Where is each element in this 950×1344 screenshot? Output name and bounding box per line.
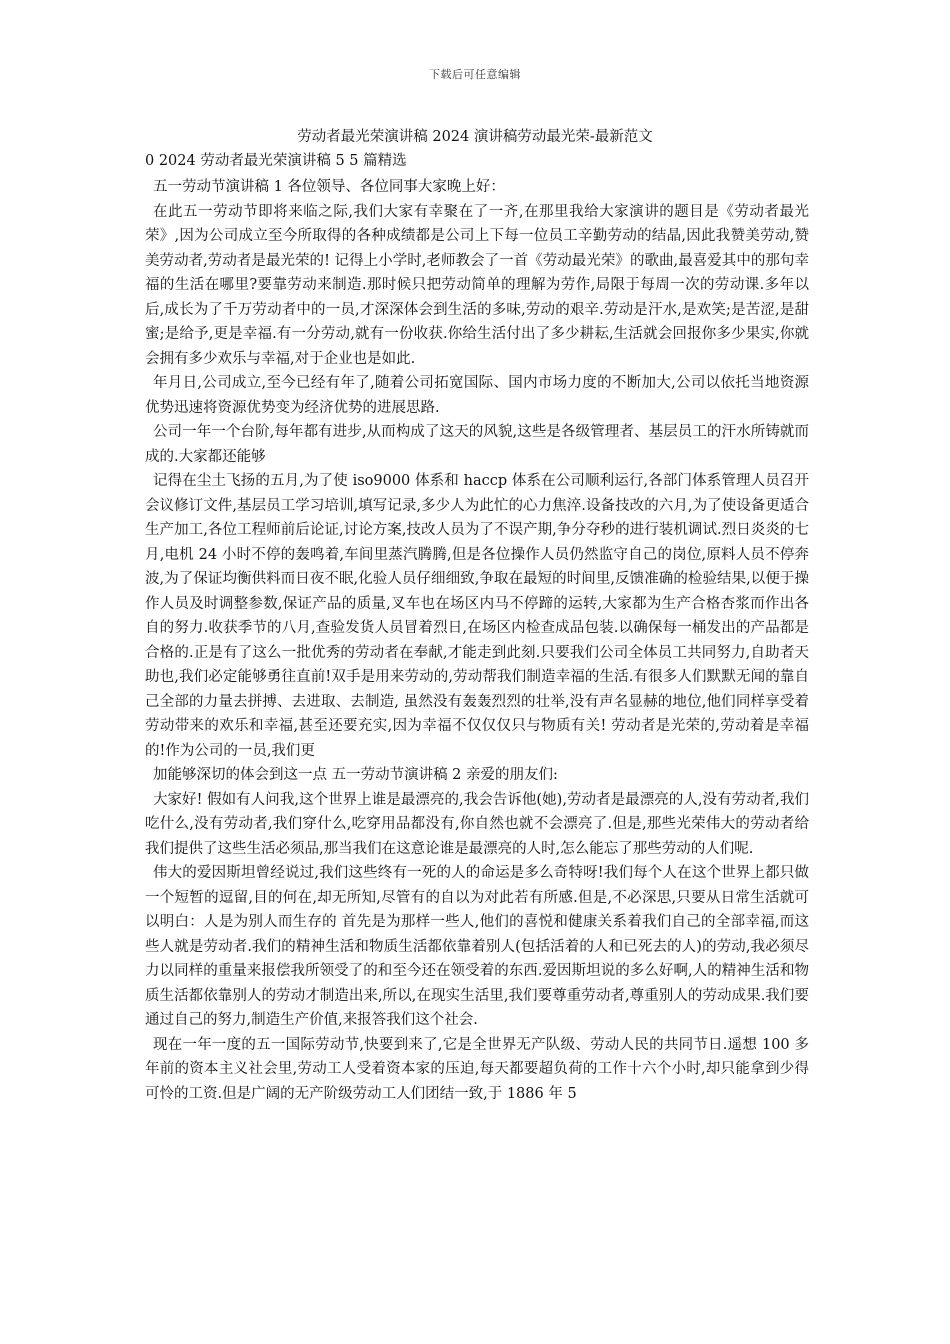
paragraph-2: 在此五一劳动节即将来临之际,我们大家有幸聚在了一齐,在那里我给大家演讲的题目是《劳动者最光荣》,因为公司成立至今所取得的各种成绩都是公司上下每一位员工辛勤劳动的结晶,因此我赞美劳动,赞美劳动者,劳动者是最光荣的! 记得上小学时,老师教会了一首《劳动最光荣》的歌曲,最喜爱其中的那句幸福的生活在哪里?要靠劳动来制造.那时候只把劳动简单的理解为劳作,局限于每周一次的劳动课.多年以后,成长为了千万劳动者中的一员,才深深体会到生活的多味,劳动的艰辛.劳动是汗水,是欢笑;是苦涩,是甜蜜;是给予,更是幸福.有一分劳动,就有一份收获.你给生活付出了多少耕耘,生活就会回报你多少果实,你就会拥有多少欢乐与幸福,对于企业也是如此. — [145, 203, 809, 367]
paragraph-1: 五一劳动节演讲稿 1 各位领导、各位同事大家晚上好： — [152, 179, 505, 195]
header-note: 下载后可任意编辑 — [429, 68, 521, 81]
paragraph-8: 伟大的爱因斯坦曾经说过,我们这些终有一死的人的命运是多么奇特呀!我们每个人在这个世界上都只做一个短暂的逗留,目的何在,却无所知,尽管有的自以为对此若有所感.但是,不必深思,只要从日常生活就可以明白：人是为别人而生存的 首先是为那样一些人,他们的喜悦和健康关系着我们自己的全部幸福,而这些人就是劳动者.我们的精神生活和物质生活都依靠着别人(包括活着的人和已死去的人)的劳动,我必须尽力以同样的重量来报偿我所领受了的和至今还在领受着的东西.爱因斯坦说的多么好啊,人的精神生活和物质生活都依靠别人的劳动才制造出来,所以,在现实生活里,我们要尊重劳动者,尊重别人的劳动成果.我们要通过自己的努力,制造生产价值,来报答我们这个社会. — [145, 865, 809, 1028]
document-title: 劳动者最光荣演讲稿 2024 演讲稿劳动最光荣-最新范文 — [297, 129, 653, 145]
paragraph-4: 公司一年一个台阶,每年都有进步,从而构成了这天的风貌,这些是各级管理者、基层员工的汗水所铸就而成的.大家都还能够 — [145, 424, 809, 465]
paragraph-5: 记得在尘土飞扬的五月,为了使 iso9000 体系和 haccp 体系在公司顺利运行,各部门体系管理人员召开会议修订文件,基层员工学习培训,填写记录,多少人为此忙的心力焦淬.设备技改的六月,为了使设备更适合生产加工,各位工程师前后论证,讨论方案,技改人员为了不误产期,争分夺秒的进行装机调试.烈日炎炎的七月,电机 24 小时不停的轰鸣着,车间里蒸汽腾腾,但是各位操作人员仍然监守自己的岗位,原料人员不停奔波,为了保证均衡供料而日夜不眠,化验人员仔细细致,争取在最短的时间里,反馈准确的检验结果,以便于操作人员及时调整参数,保证产品的质量,叉车也在场区内马不停蹄的运转,大家都为生产合格杏浆而作出各自的努力.收获季节的八月,查验发货人员冒着烈日,在场区内检查成品包装.以确保每一桶发出的产品都是合格的.正是有了这么一批优秀的劳动者在奉献,才能走到此刻.只要我们公司全体员工共同努力,自助者天助也,我们必定能够勇往直前!双手是用来劳动的,劳动帮我们制造幸福的生活.有很多人们默默无闻的靠自己全部的力量去拼搏、去进取、去制造, 虽然没有轰轰烈烈的壮举,没有声名显赫的地位,他们同样享受着劳动带来的欢乐和幸福,甚至还要充实,因为幸福不仅仅仅只与物质有关! 劳动者是光荣的,劳动着是幸福的!作为公司的一员,我们更 — [145, 473, 809, 759]
document-body — [145, 175, 809, 1106]
paragraph-7: 大家好! 假如有人问我,这个世界上谁是最漂亮的,我会告诉他(她),劳动者是最漂亮的人,没有劳动者,我们吃什么,没有劳动者,我们穿什么,吃穿用品都没有,你自然也就不会漂亮了.但是,那些光荣伟大的劳动者给我们提供了这些生活必须品,那当我们在这意论谁是最漂亮的人时,怎么能忘了那些劳动的人们呢. — [145, 791, 809, 857]
paragraph-9: 现在一年一度的五一国际劳动节,快要到来了,它是全世界无产队级、劳动人民的共同节日.遥想 100 多年前的资本主义社会里,劳动工人受着资本家的压迫,每天都要超负荷的工作十六个小时,却只能拿到少得可怜的工资.但是广阔的无产阶级劳动工人们团结一致,于 1886 年 5 — [145, 1036, 809, 1102]
document-subtitle: 0 2024 劳动者最光荣演讲稿 5 5 篇精选 — [145, 153, 407, 169]
paragraph-3: 年月日,公司成立,至今已经有年了,随着公司拓宽国际、国内市场力度的不断加大,公司以依托当地资源优势迅速将资源优势变为经济优势的进展思路. — [145, 375, 809, 416]
paragraph-6: 加能够深切的体会到这一点 五一劳动节演讲稿 2 亲爱的朋友们: — [152, 767, 558, 783]
